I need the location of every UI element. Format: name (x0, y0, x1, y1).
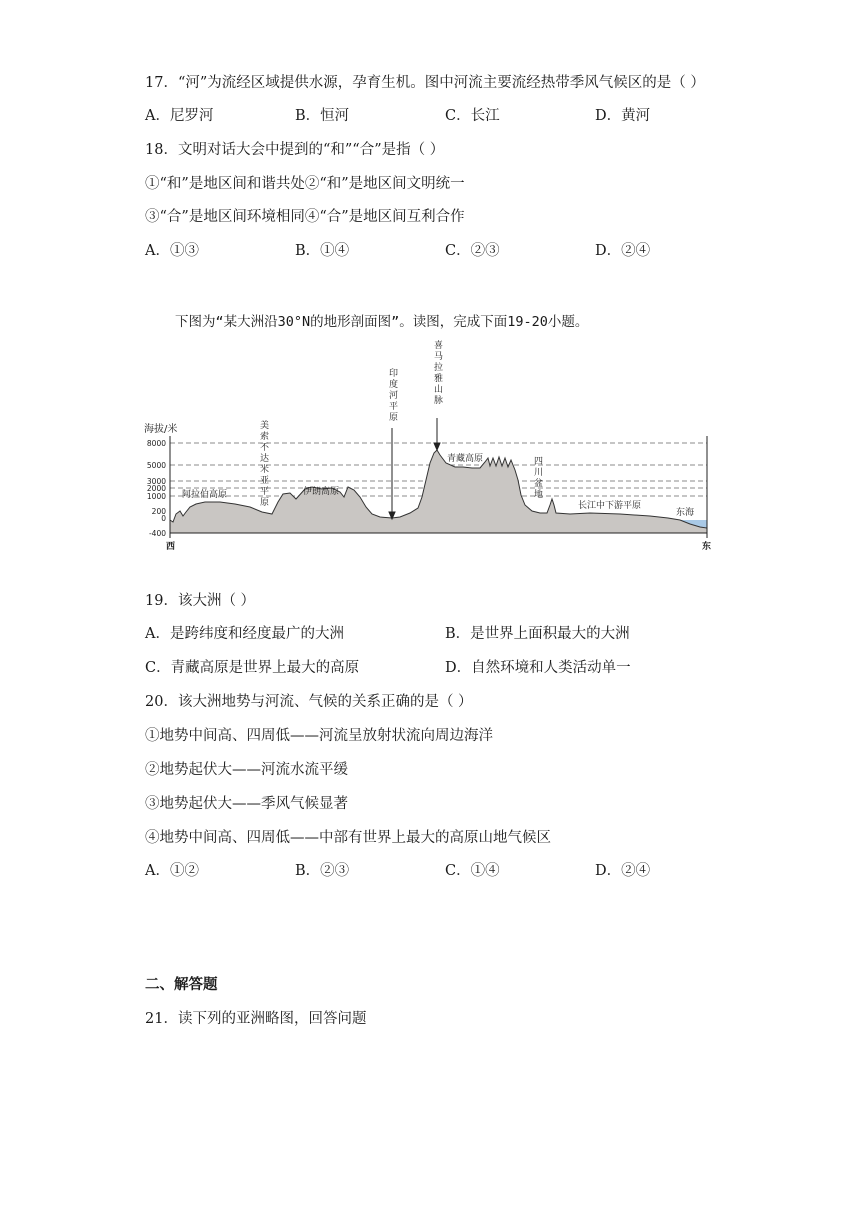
q17-stem: 17．“河”为流经区域提供水源，孕育生机。图中河流主要流经热带季风气候区的是（ ） (145, 75, 705, 91)
east-label: 东 (702, 542, 712, 552)
figure-title: 下图为“某大洲沿30°N的地形剖面图”。读图，完成下面19-20小题。 (175, 314, 589, 330)
q20-statement-2: ②地势起伏大——河流水流平缓 (145, 762, 348, 778)
terrain-profile (170, 450, 707, 533)
q18-option-d: D．②④ (595, 243, 651, 259)
q17-option-b: B．恒河 (295, 108, 350, 124)
tick-label: 8000 (146, 439, 166, 448)
q19-option-a: A．是跨纬度和经度最广的大洲 (145, 626, 344, 642)
q19-option-b: B．是世界上面积最大的大洲 (445, 626, 630, 642)
q18-option-a: A．①③ (145, 243, 199, 259)
q18-option-b: B．①④ (295, 243, 350, 259)
label-mesopotamian-plain: 美索不达米亚平原 (258, 420, 268, 508)
q17-option-d: D．黄河 (595, 108, 651, 124)
q18-stem: 18．文明对话大会中提到的“和”“合”是指（ ） (145, 142, 445, 158)
q20-option-c: C．①④ (445, 863, 500, 879)
q18-option-c: C．②③ (445, 243, 500, 259)
q20-option-a: A．①② (145, 863, 199, 879)
tick-label: 1000 (146, 492, 166, 501)
q18-statement-line1: ①“和”是地区间和谐共处②“和”是地区间文明统一 (145, 176, 465, 192)
label-tibetan-plateau: 青藏高原 (447, 454, 484, 464)
tick-label: -400 (148, 529, 166, 538)
tick-label: 200 (151, 507, 166, 516)
tick-label: 3000 (146, 477, 166, 486)
q17-option-a: A．尼罗河 (145, 108, 214, 124)
label-arabian-plateau: 阿拉伯高原 (182, 490, 228, 500)
q20-statement-4: ④地势中间高、四周低——中部有世界上最大的高原山地气候区 (145, 830, 551, 846)
tick-label: 5000 (146, 461, 166, 470)
section-heading: 二、解答题 (145, 976, 218, 993)
label-sichuan-basin: 四川盆地 (532, 456, 542, 500)
q20-statement-1: ①地势中间高、四周低——河流呈放射状流向周边海洋 (145, 728, 493, 744)
q17-option-c: C．长江 (445, 108, 500, 124)
q20-option-b: B．②③ (295, 863, 350, 879)
terrain-profile-figure (0, 330, 860, 555)
q20-stem: 20．该大洲地势与河流、气候的关系正确的是（ ） (145, 694, 473, 710)
q19-option-c: C．青藏高原是世界上最大的高原 (145, 660, 360, 676)
label-yangtze-plain: 长江中下游平原 (578, 501, 642, 511)
q21-stem: 21．读下列的亚洲略图，回答问题 (145, 1011, 367, 1027)
west-label: 西 (166, 542, 176, 552)
q19-option-d: D．自然环境和人类活动单一 (445, 660, 631, 676)
tick-label: 0 (161, 514, 166, 523)
label-east-sea: 东海 (676, 508, 695, 518)
q20-statement-3: ③地势起伏大——季风气候显著 (145, 796, 348, 812)
arrow-head (434, 443, 440, 450)
label-indus-plain: 印度河平原 (387, 368, 397, 423)
label-himalayas: 喜马拉雅山脉 (432, 340, 442, 406)
tick-label: 2000 (146, 484, 166, 493)
q20-option-d: D．②④ (595, 863, 651, 879)
axis-label: 海拔/米 (144, 424, 178, 435)
label-iranian-plateau: 伊朗高原 (303, 487, 340, 497)
q18-statement-line2: ③“合”是地区间环境相同④“合”是地区间互利合作 (145, 209, 465, 225)
q19-stem: 19．该大洲（ ） (145, 593, 256, 609)
